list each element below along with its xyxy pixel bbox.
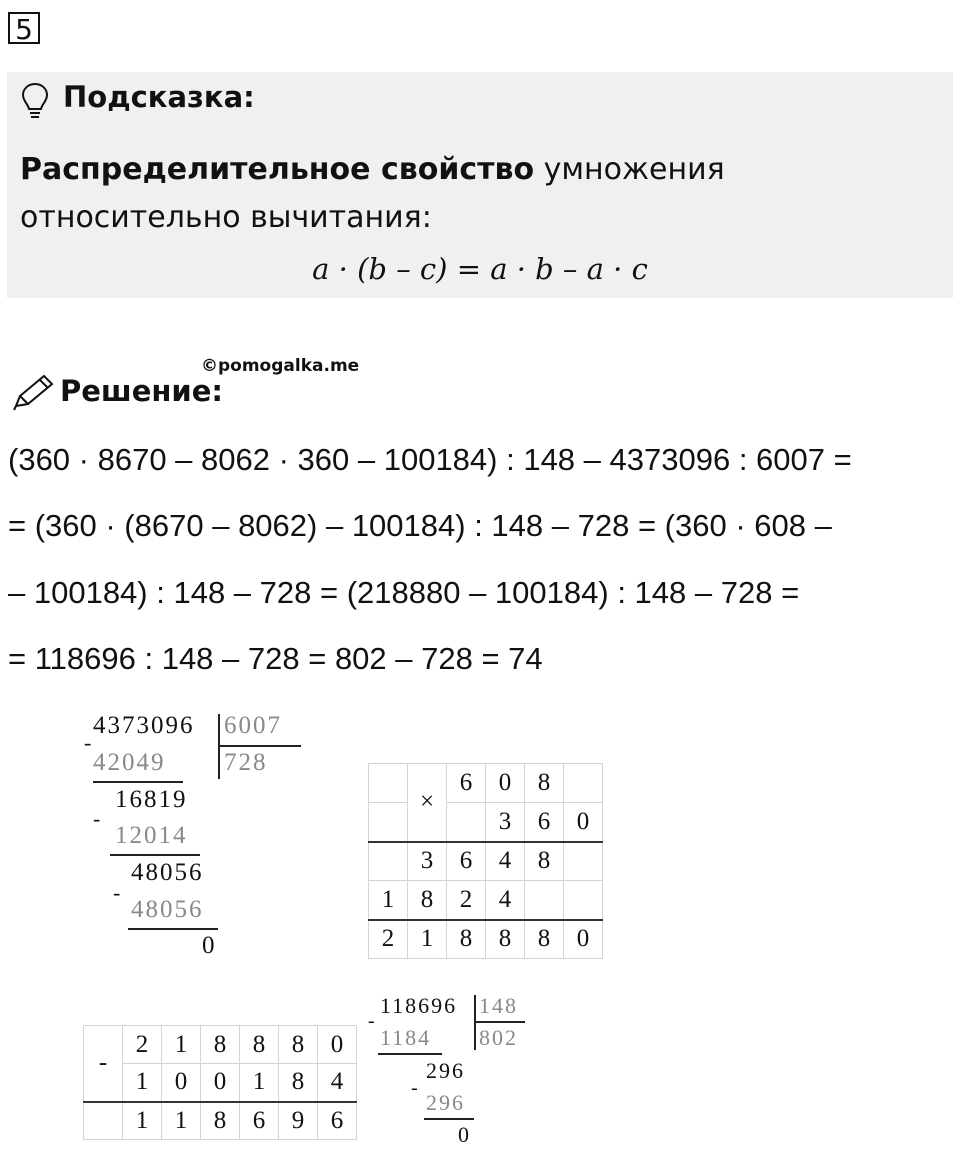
quotient: 802: [479, 1025, 518, 1050]
division-step: 296: [426, 1058, 465, 1083]
division-step: 12014: [115, 822, 188, 849]
grid-cell: 6: [447, 764, 486, 803]
grid-cell: 8: [279, 1064, 318, 1102]
solution-line: – 100184) : 148 – 728 = (218880 – 100184) : 148 – 728 =: [8, 575, 800, 610]
minus-sign: -: [93, 806, 103, 831]
solution-line: = 118696 : 148 – 728 = 802 – 728 = 74: [8, 641, 543, 676]
watermark: ©pomogalka.me: [201, 356, 360, 376]
grid-cell: 8: [408, 881, 447, 920]
pencil-icon: [10, 372, 56, 412]
grid-cell: 8: [525, 920, 564, 959]
step-line: [424, 1118, 474, 1120]
grid-cell: 6: [447, 842, 486, 881]
division-remainder: 0: [458, 1122, 471, 1147]
division-bar: [218, 714, 220, 779]
division-step: 48056: [131, 896, 204, 923]
grid-cell: 0: [564, 803, 603, 842]
grid-cell: 0: [201, 1064, 240, 1102]
grid-cell: 1: [123, 1064, 162, 1102]
grid-cell: 4: [486, 881, 525, 920]
grid-cell: 8: [201, 1026, 240, 1064]
step-line: [110, 854, 200, 856]
grid-cell: 0: [162, 1064, 201, 1102]
grid-cell: 3: [486, 803, 525, 842]
step-line: [128, 928, 218, 930]
grid-cell: 4: [486, 842, 525, 881]
dividend: 4373096: [93, 712, 195, 739]
division-step: 1184: [380, 1025, 432, 1050]
solution-title: Решение:: [60, 374, 224, 408]
division-step: 48056: [131, 859, 204, 886]
hint-title: Подсказка:: [63, 80, 255, 114]
grid-cell: 1: [369, 881, 408, 920]
hint-regular-text: умножения относительно вычитания:: [20, 152, 725, 235]
divisor: 148: [479, 993, 518, 1018]
grid-cell: 1: [162, 1102, 201, 1140]
lightbulb-icon: [20, 81, 50, 121]
grid-cell: 0: [564, 920, 603, 959]
grid-cell: 4: [318, 1064, 357, 1102]
task-number: 5: [8, 12, 40, 44]
grid-cell: 8: [525, 764, 564, 803]
subtraction-grid: [83, 1025, 357, 1140]
hint-formula: a · (b – c) = a · b – a · c: [312, 252, 648, 286]
multiplication-grid: [368, 763, 603, 959]
quotient: 728: [224, 749, 268, 776]
grid-cell: 1: [408, 920, 447, 959]
grid-cell: 2: [447, 881, 486, 920]
divisor: 6007: [224, 712, 282, 739]
division-step: 42049: [93, 749, 166, 776]
hint-bold-text: Распределительное свойство: [20, 152, 535, 187]
grid-cell: 0: [486, 764, 525, 803]
grid-cell: 6: [318, 1102, 357, 1140]
division-bar: [474, 995, 476, 1050]
grid-cell: 2: [369, 920, 408, 959]
grid-cell: 0: [318, 1026, 357, 1064]
grid-cell: 9: [279, 1102, 318, 1140]
minus-sign: -: [411, 1077, 420, 1099]
hint-text: [20, 146, 930, 242]
division-step: 296: [426, 1090, 465, 1115]
grid-cell: 1: [162, 1026, 201, 1064]
solution-line: (360 · 8670 – 8062 · 360 – 100184) : 148 – 4373096 : 6007 =: [8, 442, 852, 477]
minus-sign: -: [84, 730, 94, 755]
solution-line: = (360 · (8670 – 8062) – 100184) : 148 – 728 = (360 · 608 –: [8, 508, 832, 543]
grid-cell: 6: [240, 1102, 279, 1140]
division-remainder: 0: [202, 932, 217, 959]
divisor-underline: [219, 745, 301, 747]
multiply-sign: ×: [408, 764, 447, 842]
grid-cell: 3: [408, 842, 447, 881]
grid-cell: 8: [447, 920, 486, 959]
grid-cell: 8: [525, 842, 564, 881]
grid-cell: 8: [240, 1026, 279, 1064]
dividend: 118696: [380, 993, 458, 1018]
divisor-underline: [475, 1021, 525, 1023]
grid-cell: 8: [201, 1102, 240, 1140]
step-line: [93, 781, 183, 783]
grid-cell: 6: [525, 803, 564, 842]
minus-sign: -: [368, 1010, 377, 1032]
step-line: [378, 1053, 442, 1055]
division-step: 16819: [115, 786, 188, 813]
minus-sign: -: [84, 1026, 123, 1102]
grid-cell: 1: [123, 1102, 162, 1140]
grid-cell: 2: [123, 1026, 162, 1064]
grid-cell: 8: [279, 1026, 318, 1064]
grid-cell: 1: [240, 1064, 279, 1102]
minus-sign: -: [113, 880, 123, 905]
grid-cell: 8: [486, 920, 525, 959]
